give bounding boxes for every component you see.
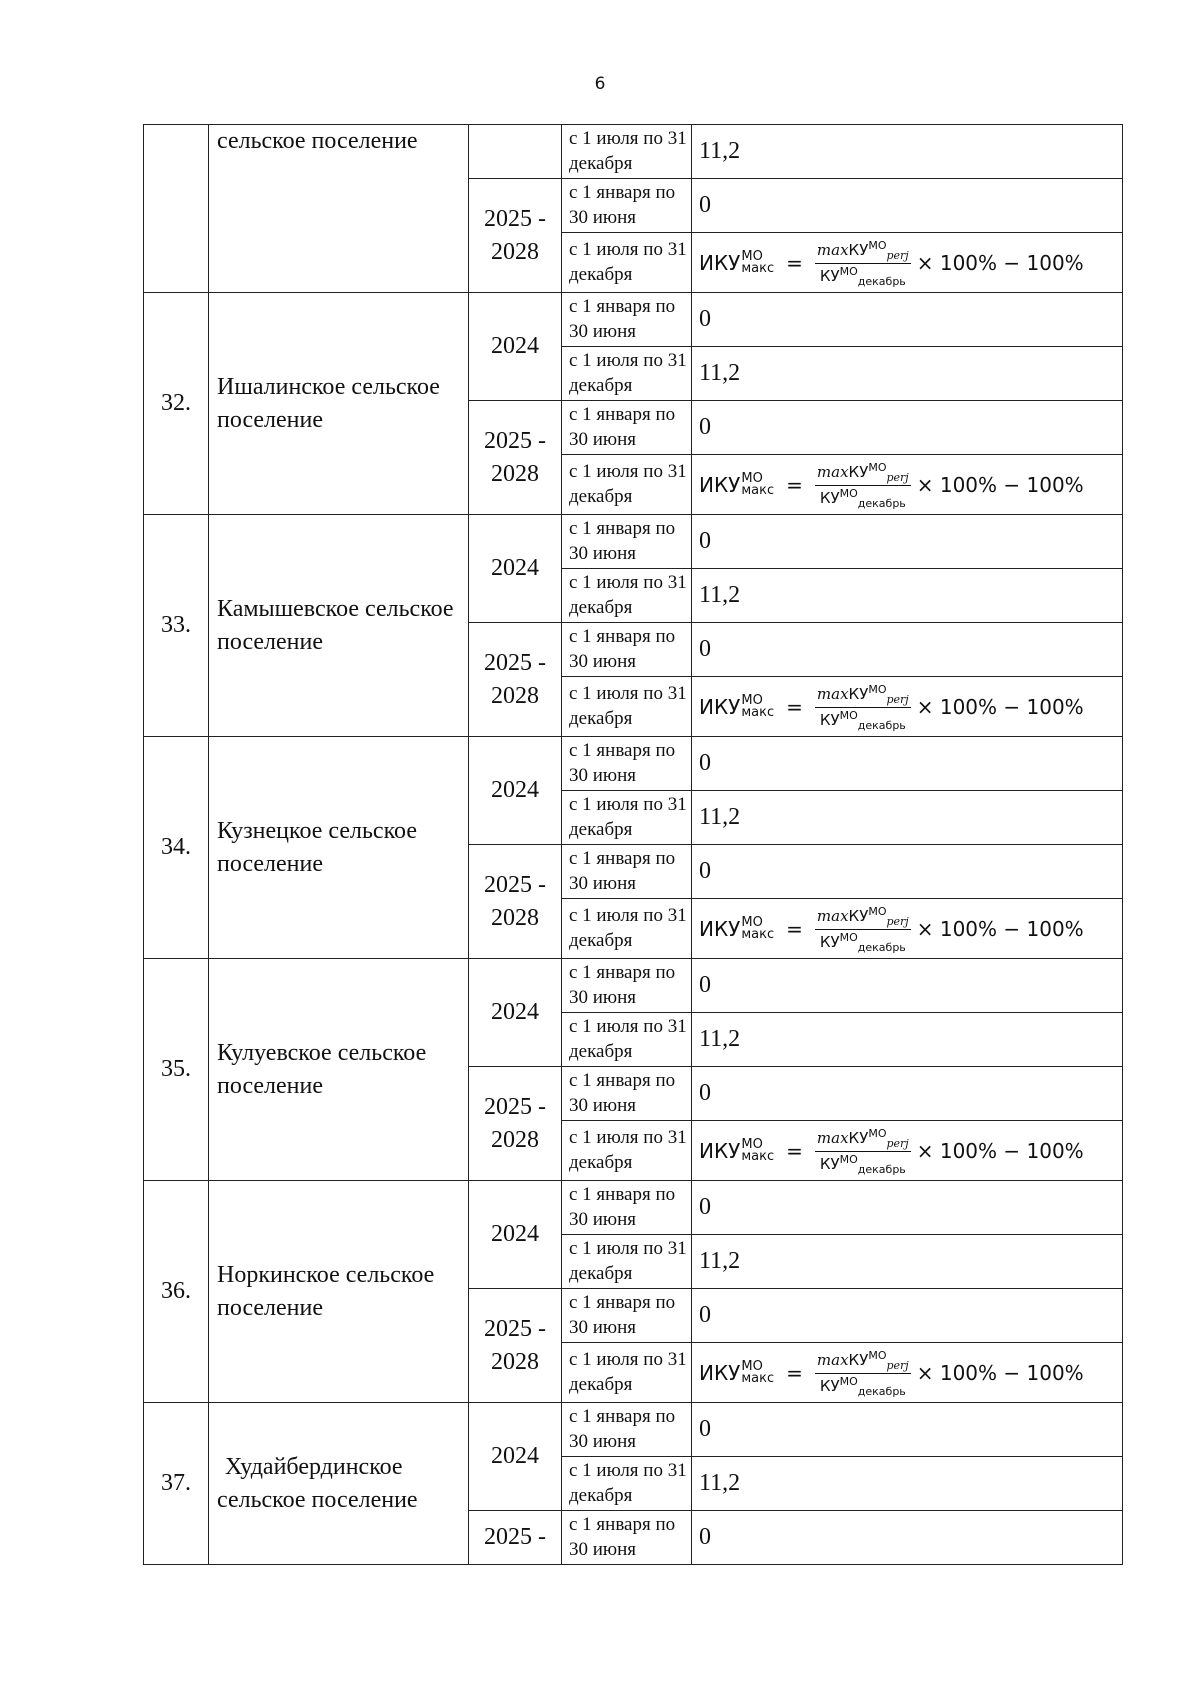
formula-num-sup: МО: [868, 905, 887, 918]
settlement-name: Ишалинское сельское поселение: [209, 293, 469, 515]
formula-lhs-sub: макс: [741, 260, 775, 276]
period-cell: с 1 января по 30 июня: [562, 845, 692, 899]
table-row: [144, 1181, 1123, 1235]
year-cell: 2025 - 2028: [469, 623, 562, 737]
formula-lhs: ИКУ: [699, 694, 741, 719]
value-cell: 11,2: [692, 569, 1123, 623]
period-cell: с 1 июля по 31 декабря: [562, 125, 692, 179]
year-cell: 2025 - 2028: [469, 845, 562, 959]
row-number: 33.: [144, 515, 209, 737]
formula: [699, 1347, 1084, 1398]
period-cell: с 1 июля по 31 декабря: [562, 1013, 692, 1067]
formula-den-sub: декабрь: [857, 719, 906, 732]
value-cell: 11,2: [692, 1457, 1123, 1511]
year-cell: [469, 125, 562, 179]
formula-num-sub: perj: [886, 249, 909, 262]
formula-max: max: [816, 463, 849, 481]
formula-numerator: [815, 1127, 911, 1152]
year-cell: 2025 - 2028: [469, 401, 562, 515]
formula-num-sub: perj: [886, 915, 909, 928]
formula-eq: =: [786, 916, 803, 941]
period-cell: с 1 января по 30 июня: [562, 959, 692, 1013]
formula-lhs-sub: макс: [741, 1148, 775, 1164]
value-cell: 0: [692, 737, 1123, 791]
period-cell: с 1 января по 30 июня: [562, 293, 692, 347]
settlement-name: Кулуевское сельское поселение: [209, 959, 469, 1181]
value-cell: 0: [692, 179, 1123, 233]
period-cell: с 1 января по 30 июня: [562, 401, 692, 455]
formula-denominator: [820, 1374, 906, 1398]
formula-cell: [692, 1121, 1123, 1181]
formula-den-sub: декабрь: [857, 1385, 906, 1398]
formula-cell: [692, 455, 1123, 515]
formula-num-sup: МО: [868, 683, 887, 696]
period-cell: с 1 января по 30 июня: [562, 1181, 692, 1235]
value-cell: 11,2: [692, 1013, 1123, 1067]
formula-num-base: КУ: [848, 463, 869, 481]
formula-num-sub: perj: [886, 693, 909, 706]
formula-lhs-sub: макс: [741, 1370, 775, 1386]
row-number: 36.: [144, 1181, 209, 1403]
period-cell: с 1 июля по 31 декабря: [562, 677, 692, 737]
formula-denominator: [820, 930, 906, 954]
formula: [699, 681, 1084, 732]
formula-num-base: КУ: [848, 1129, 869, 1147]
value-cell: 0: [692, 293, 1123, 347]
formula-lhs-sup: МО: [741, 470, 763, 486]
formula-fraction: [815, 461, 911, 510]
formula-tail: × 100% − 100%: [916, 472, 1084, 497]
row-number: 37.: [144, 1403, 209, 1565]
formula-den-sub: декабрь: [857, 941, 906, 954]
year-cell: 2024: [469, 1181, 562, 1289]
row-number: 32.: [144, 293, 209, 515]
formula-tail: × 100% − 100%: [916, 1138, 1084, 1163]
formula-den-sub: декабрь: [857, 1163, 906, 1176]
formula-num-sup: МО: [868, 461, 887, 474]
formula-lhs-sup: МО: [741, 692, 763, 708]
formula-den-base: КУ: [819, 711, 840, 729]
settlement-name: Норкинское сельское поселение: [209, 1181, 469, 1403]
value-cell: 11,2: [692, 347, 1123, 401]
formula-num-sub: perj: [886, 471, 909, 484]
settlement-name: Камышевское сельское поселение: [209, 515, 469, 737]
formula-num-base: КУ: [848, 685, 869, 703]
formula-den-base: КУ: [819, 489, 840, 507]
period-cell: с 1 января по 30 июня: [562, 1511, 692, 1565]
formula-cell: [692, 899, 1123, 959]
formula-cell: [692, 1343, 1123, 1403]
formula-num-base: КУ: [848, 1351, 869, 1369]
value-cell: 11,2: [692, 125, 1123, 179]
formula-max: max: [816, 1351, 849, 1369]
formula-lhs: ИКУ: [699, 916, 741, 941]
settlement-name-text: Худайбердинское сельское поселение: [217, 1453, 418, 1513]
formula-max: max: [816, 241, 849, 259]
formula-tail: × 100% − 100%: [916, 250, 1084, 275]
value-cell: 0: [692, 401, 1123, 455]
formula-den-sup: МО: [839, 1153, 858, 1166]
formula: [699, 459, 1084, 510]
period-cell: с 1 июля по 31 декабря: [562, 569, 692, 623]
settlement-name: Кузнецкое сельское поселение: [209, 737, 469, 959]
formula-lhs-sup: МО: [741, 248, 763, 264]
formula-lhs: ИКУ: [699, 1138, 741, 1163]
value-cell: 0: [692, 1403, 1123, 1457]
formula-cell: [692, 677, 1123, 737]
formula-max: max: [816, 1129, 849, 1147]
period-cell: с 1 января по 30 июня: [562, 179, 692, 233]
formula-fraction: [815, 1127, 911, 1176]
formula-lhs: ИКУ: [699, 1360, 741, 1385]
period-cell: с 1 июля по 31 декабря: [562, 1457, 692, 1511]
formula-numerator: [815, 905, 911, 930]
formula-fraction: [815, 239, 911, 288]
value-cell: 0: [692, 1289, 1123, 1343]
formula-lhs-sup: МО: [741, 1136, 763, 1152]
formula-den-base: КУ: [819, 1155, 840, 1173]
period-cell: с 1 июля по 31 декабря: [562, 1121, 692, 1181]
year-cell: 2024: [469, 959, 562, 1067]
year-cell: 2024: [469, 293, 562, 401]
formula-num-sub: perj: [886, 1359, 909, 1372]
settlement-name: сельское поселение: [209, 125, 469, 293]
formula-den-sub: декабрь: [857, 497, 906, 510]
formula-numerator: [815, 1349, 911, 1374]
formula-den-sup: МО: [839, 1375, 858, 1388]
formula-den-base: КУ: [819, 933, 840, 951]
value-cell: 0: [692, 1511, 1123, 1565]
year-cell: 2025 - 2028: [469, 179, 562, 293]
period-cell: с 1 января по 30 июня: [562, 1403, 692, 1457]
value-cell: 0: [692, 959, 1123, 1013]
formula-den-sup: МО: [839, 709, 858, 722]
formula-den-base: КУ: [819, 267, 840, 285]
formula-denominator: [820, 486, 906, 510]
period-cell: с 1 июля по 31 декабря: [562, 1235, 692, 1289]
period-cell: с 1 января по 30 июня: [562, 737, 692, 791]
formula-lhs: ИКУ: [699, 250, 741, 275]
period-cell: с 1 января по 30 июня: [562, 1067, 692, 1121]
year-cell: 2024: [469, 1403, 562, 1511]
formula-numerator: [815, 461, 911, 486]
settlement-name: [209, 1403, 469, 1565]
value-cell: 0: [692, 1181, 1123, 1235]
value-cell: 0: [692, 1067, 1123, 1121]
formula: [699, 903, 1084, 954]
formula-num-base: КУ: [848, 241, 869, 259]
period-cell: с 1 июля по 31 декабря: [562, 791, 692, 845]
formula: [699, 237, 1084, 288]
formula-fraction: [815, 1349, 911, 1398]
formula-den-sup: МО: [839, 265, 858, 278]
formula-tail: × 100% − 100%: [916, 694, 1084, 719]
table-row: [144, 1403, 1123, 1457]
year-cell: 2024: [469, 515, 562, 623]
formula-den-base: КУ: [819, 1377, 840, 1395]
formula-num-sub: perj: [886, 1137, 909, 1150]
table-row: [144, 515, 1123, 569]
value-cell: 11,2: [692, 791, 1123, 845]
formula-fraction: [815, 683, 911, 732]
formula-tail: × 100% − 100%: [916, 1360, 1084, 1385]
formula-cell: [692, 233, 1123, 293]
period-cell: с 1 июля по 31 декабря: [562, 455, 692, 515]
formula-lhs-sub: макс: [741, 926, 775, 942]
table-row: [144, 125, 1123, 179]
formula-eq: =: [786, 1360, 803, 1385]
table-row: [144, 293, 1123, 347]
row-number: 34.: [144, 737, 209, 959]
formula: [699, 1125, 1084, 1176]
formula-lhs: ИКУ: [699, 472, 741, 497]
year-cell: 2025 - 2028: [469, 1289, 562, 1403]
formula-max: max: [816, 907, 849, 925]
formula-num-sup: МО: [868, 1349, 887, 1362]
period-cell: с 1 января по 30 июня: [562, 623, 692, 677]
formula-num-sup: МО: [868, 1127, 887, 1140]
formula-eq: =: [786, 1138, 803, 1163]
formula-tail: × 100% − 100%: [916, 916, 1084, 941]
formula-lhs-sup: МО: [741, 1358, 763, 1374]
period-cell: с 1 июля по 31 декабря: [562, 1343, 692, 1403]
row-number: [144, 125, 209, 293]
value-cell: 0: [692, 623, 1123, 677]
formula-num-base: КУ: [848, 907, 869, 925]
value-cell: 11,2: [692, 1235, 1123, 1289]
period-cell: с 1 июля по 31 декабря: [562, 899, 692, 959]
period-cell: с 1 января по 30 июня: [562, 515, 692, 569]
formula-numerator: [815, 239, 911, 264]
formula-eq: =: [786, 472, 803, 497]
formula-num-sup: МО: [868, 239, 887, 252]
formula-denominator: [820, 1152, 906, 1176]
formula-den-sub: декабрь: [857, 275, 906, 288]
period-cell: с 1 января по 30 июня: [562, 1289, 692, 1343]
page-number: 6: [594, 74, 606, 94]
formula-den-sup: МО: [839, 487, 858, 500]
formula-eq: =: [786, 694, 803, 719]
formula-max: max: [816, 685, 849, 703]
year-cell: 2025 -: [469, 1511, 562, 1565]
period-cell: с 1 июля по 31 декабря: [562, 233, 692, 293]
value-cell: 0: [692, 845, 1123, 899]
year-cell: 2025 - 2028: [469, 1067, 562, 1181]
table-row: [144, 737, 1123, 791]
formula-eq: =: [786, 250, 803, 275]
formula-fraction: [815, 905, 911, 954]
value-cell: 0: [692, 515, 1123, 569]
formula-den-sup: МО: [839, 931, 858, 944]
formula-lhs-sub: макс: [741, 482, 775, 498]
formula-denominator: [820, 708, 906, 732]
tariff-table: [143, 124, 1123, 1565]
year-cell: 2024: [469, 737, 562, 845]
formula-lhs-sub: макс: [741, 704, 775, 720]
formula-lhs-sup: МО: [741, 914, 763, 930]
period-cell: с 1 июля по 31 декабря: [562, 347, 692, 401]
table-row: [144, 959, 1123, 1013]
formula-numerator: [815, 683, 911, 708]
formula-denominator: [820, 264, 906, 288]
row-number: 35.: [144, 959, 209, 1181]
